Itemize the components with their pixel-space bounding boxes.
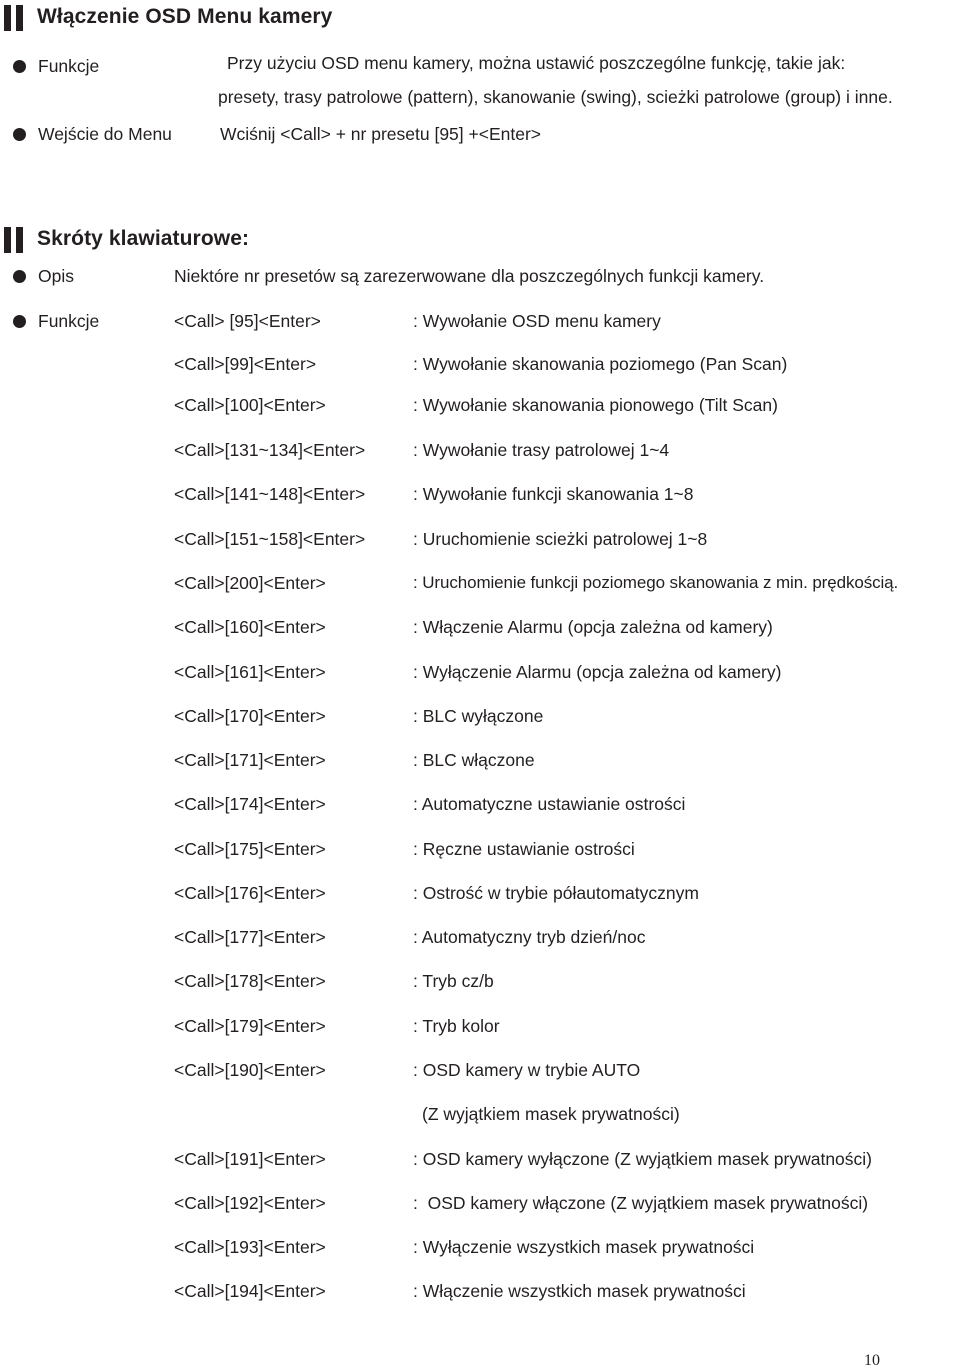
shortcut-desc: : OSD kamery włączone (Z wyjątkiem masek prywatności) <box>413 1193 869 1213</box>
shortcut-key: <Call>[191]<Enter> <box>174 1149 326 1169</box>
shortcut-desc: : Wywołanie skanowania pionowego (Tilt Scan) <box>413 395 778 415</box>
shortcut-key: <Call>[192]<Enter> <box>174 1193 326 1213</box>
row-text-opis: Niektóre nr presetów są zarezerwowane dla poszczególnych funkcji kamery. <box>174 266 765 286</box>
shortcut-desc-continuation: (Z wyjątkiem masek prywatności) <box>422 1104 680 1124</box>
shortcut-desc: : Ostrość w trybie półautomatycznym <box>413 883 699 903</box>
row-text-funkcje-line1: Przy użyciu OSD menu kamery, można ustawić poszczególne funkcję, takie jak: <box>227 53 846 73</box>
shortcut-desc: : Wywołanie trasy patrolowej 1~4 <box>413 440 670 460</box>
shortcut-desc: : Wywołanie skanowania poziomego (Pan Scan) <box>413 354 788 374</box>
heading-marker-2 <box>4 227 26 253</box>
heading-marker-1 <box>4 5 26 31</box>
section-title-osd-menu: Włączenie OSD Menu kamery <box>37 5 333 28</box>
shortcut-key: <Call>[174]<Enter> <box>174 794 326 814</box>
section-title-skroty: Skróty klawiaturowe: <box>37 227 250 250</box>
row-text-wejscie: Wciśnij <Call> + nr presetu [95] +<Enter> <box>220 124 541 144</box>
shortcut-desc: : Włączenie Alarmu (opcja zależna od kamery) <box>413 617 773 637</box>
shortcut-desc: : Uruchomienie scieżki patrolowej 1~8 <box>413 529 708 549</box>
shortcut-desc: : BLC włączone <box>413 750 535 770</box>
bullet-icon <box>13 60 26 73</box>
shortcut-desc: : BLC wyłączone <box>413 706 544 726</box>
row-label-opis: Opis <box>38 266 74 286</box>
shortcut-desc: : Automatyczny tryb dzień/noc <box>413 927 646 947</box>
shortcut-desc: : Tryb kolor <box>413 1016 500 1036</box>
shortcut-key: <Call>[177]<Enter> <box>174 927 326 947</box>
page-number: 10 <box>864 1352 880 1369</box>
bullet-icon <box>13 128 26 141</box>
shortcut-desc: : Uruchomienie funkcji poziomego skanowania z min. prędkością. <box>413 573 899 592</box>
shortcut-key: <Call>[161]<Enter> <box>174 662 326 682</box>
row-text-funkcje-line2: presety, trasy patrolowe (pattern), skanowanie (swing), scieżki patrolowe (group) i inne. <box>218 87 893 107</box>
row-label-wejscie: Wejście do Menu <box>38 124 172 144</box>
shortcut-desc: : Tryb cz/b <box>413 971 494 991</box>
shortcut-key: <Call>[175]<Enter> <box>174 839 326 859</box>
bullet-icon <box>13 270 26 283</box>
shortcut-key: <Call>[194]<Enter> <box>174 1281 326 1301</box>
shortcut-key: <Call>[176]<Enter> <box>174 883 326 903</box>
shortcut-key: <Call>[160]<Enter> <box>174 617 326 637</box>
shortcut-key: <Call>[99]<Enter> <box>174 354 317 374</box>
shortcut-key: <Call>[171]<Enter> <box>174 750 326 770</box>
shortcut-desc: : Wyłączenie Alarmu (opcja zależna od kamery) <box>413 662 782 682</box>
shortcut-desc: : OSD kamery w trybie AUTO <box>413 1060 641 1080</box>
shortcut-key: <Call>[200]<Enter> <box>174 573 326 593</box>
shortcut-key: <Call>[179]<Enter> <box>174 1016 326 1036</box>
shortcut-desc: : Wyłączenie wszystkich masek prywatności <box>413 1237 755 1257</box>
shortcut-key: <Call>[151~158]<Enter> <box>174 529 366 549</box>
row-label-funkcje: Funkcje <box>38 56 100 76</box>
shortcut-desc: : Ręczne ustawianie ostrości <box>413 839 635 859</box>
bullet-icon <box>13 315 26 328</box>
row-label-funkcje-2: Funkcje <box>38 311 100 331</box>
shortcut-key: <Call> [95]<Enter> <box>174 311 321 331</box>
shortcut-desc: : OSD kamery wyłączone (Z wyjątkiem masek prywatności) <box>413 1149 872 1169</box>
shortcut-key: <Call>[170]<Enter> <box>174 706 326 726</box>
shortcut-key: <Call>[193]<Enter> <box>174 1237 326 1257</box>
shortcut-key: <Call>[131~134]<Enter> <box>174 440 366 460</box>
shortcut-desc: : Wywołanie OSD menu kamery <box>413 311 661 331</box>
shortcut-desc: : Automatyczne ustawianie ostrości <box>413 794 686 814</box>
shortcut-key: <Call>[190]<Enter> <box>174 1060 326 1080</box>
shortcut-desc: : Włączenie wszystkich masek prywatności <box>413 1281 746 1301</box>
shortcut-key: <Call>[178]<Enter> <box>174 971 326 991</box>
shortcut-desc: : Wywołanie funkcji skanowania 1~8 <box>413 484 694 504</box>
shortcut-key: <Call>[100]<Enter> <box>174 395 326 415</box>
shortcut-key: <Call>[141~148]<Enter> <box>174 484 366 504</box>
